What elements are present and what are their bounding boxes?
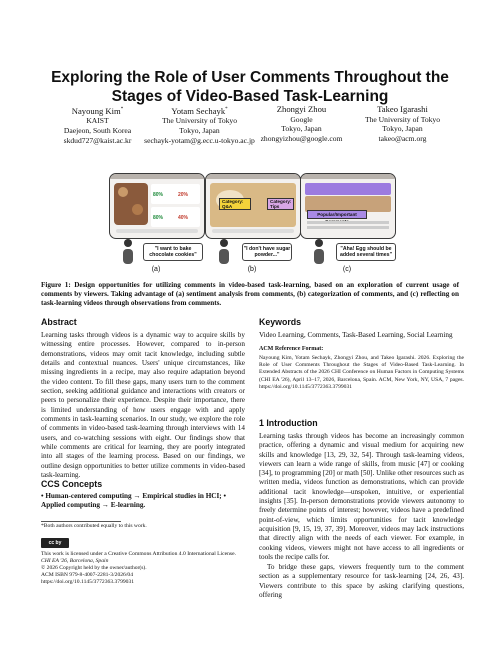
abstract-heading: Abstract [41, 317, 77, 327]
author-email[interactable]: takeo@acm.org [378, 133, 427, 143]
person-icon [312, 238, 326, 264]
doi-link[interactable]: https://doi.org/10.1145/3772363.3799031 [41, 579, 135, 585]
sentiment-tag: 80% [153, 192, 164, 198]
category-tag-qa: Category: Q&A [219, 198, 251, 210]
intro-heading: 1 Introduction [259, 418, 318, 428]
license-line: ACM ISBN 979-8-4007-2281-3/2026/04 [41, 572, 133, 578]
category-tag-tips: Category: Tips [267, 198, 294, 210]
intro-paragraph: To bridge these gaps, viewers frequently turn to the comment section as a supplementary resource for task-learning [24, 26, 43]. Viewers contribute to this space by asking clarifying questions, offering [259, 563, 464, 599]
author-block: Yotam Sechayk* The University of Tokyo Tokyo, Japan sechayk-yotam@g.ecc.u-tokyo.ac.jp [142, 105, 257, 145]
figure-panel-b [205, 173, 301, 239]
intro-paragraph: Learning tasks through videos has become an increasingly common practice, offering a dynamic and visual medium for acquiring new skills and knowledge [13, 29, 32, 54]. Through task-learning videos, viewers can learn a wide range of skills, from music [47] or cooking [34], to programming [20] or math [50]. Unlike other resources such as written media, videos function as demonstrations, which can provide additional tacit knowledge—unspoken, intuitive, or experiential insights [35]. In-person demonstrations provide viewers autonomy to freely determine points of interest; however, videos have a predefined point-of-view, which limits opportunities for tacit knowledge acquisition [9, 15, 19, 37, 39]. Moreover, videos may lack instructions that directly align with the needs of each viewer. For example, in cooking videos, viewers might not have access to all ingredients or tools the recipe calls for. [259, 432, 464, 561]
author-affiliation: Google [290, 114, 313, 124]
author-name: Zhongyi Zhou [276, 104, 327, 114]
footnote-rule [41, 521, 121, 522]
keywords-text: Video Learning, Comments, Task-Based Learning, Social Learning [259, 331, 453, 339]
reference-heading: ACM Reference Format: [259, 346, 324, 352]
abstract-text: Learning tasks through videos is a dynamic way to acquire skills by witnessing entire processes. However, compared to in-person demonstrations, videos may omit tacit knowledge, including subtle details and contextual nuances. Users' unique circumstances, like missing ingredients in a recipe, may also require adaptation beyond the video content. To fill these gaps, many users turn to the comment section, seeking additional guidance and interactions with creators or peers to personalize their experience. Despite their importance, there is limited understanding of how users engage with and apply comments in task-learning scenarios. In our study, we explore the role of comments in video-based task-learning through interviews with 14 users, and co-watching sessions with eight. Our findings show that while comments are critical for learning, they are poorly integrated into all stages of the learning process. Based on our findings, we outline design opportunities to better utilize comments in video-based task-learning. [41, 331, 245, 480]
paper-title: Exploring the Role of User Comments Throughout the Stages of Video-Based Task-Learning [51, 69, 449, 105]
author-affiliation: The University of Tokyo [161, 116, 238, 126]
license-line: © 2026 Copyright held by the owner/author(s). [41, 565, 147, 571]
person-icon [217, 238, 231, 264]
author-block [345, 105, 460, 143]
author-location: Daejeon, South Korea [63, 126, 132, 136]
quote-bubble: "I want to bake chocolate cookies" [143, 243, 203, 261]
panel-label: (b) [247, 266, 257, 273]
popular-comments-tag: Popular/Important [307, 210, 367, 219]
quote-bubble: "Aha! Egg should be added several times" [336, 243, 396, 261]
sentiment-tag: 80% [153, 215, 164, 221]
person-icon [121, 238, 135, 264]
ccs-line: Applied computing → E-learning. [41, 501, 146, 509]
cc-by-badge[interactable]: cc by [41, 538, 69, 548]
license-line: CHI EA '26, Barcelona, Spain [41, 558, 109, 564]
figure-panel-c [300, 173, 396, 239]
quote-bubble: "I don't have sugar powder..." [242, 243, 292, 261]
license-line[interactable]: This work is licensed under a Creative Commons Attribution 4.0 International License. [41, 551, 236, 557]
author-location: Tokyo, Japan [382, 124, 423, 134]
sentiment-tag: 20% [178, 192, 189, 198]
author-block [244, 105, 359, 143]
author-location: Tokyo, Japan [179, 126, 220, 136]
ccs-heading: CCS Concepts [41, 479, 103, 489]
author-affiliation: KAIST [86, 116, 109, 126]
ccs-line: • Human-centered computing → Empirical studies in HCI; • [41, 492, 226, 500]
footnote: *Both authors contributed equally to this work. [41, 523, 147, 529]
author-email[interactable]: skdud727@kaist.ac.kr [63, 135, 132, 145]
author-block: Nayoung Kim* KAIST Daejeon, South Korea skdud727@kaist.ac.kr [40, 105, 155, 145]
keywords-heading: Keywords [259, 317, 302, 327]
author-name: Nayoung Kim [71, 105, 121, 116]
author-affiliation: The University of Tokyo [364, 114, 441, 124]
figure-panel-a [109, 173, 205, 239]
author-location: Tokyo, Japan [281, 124, 322, 134]
author-email[interactable]: zhongyizhou@google.com [260, 133, 343, 143]
figure-caption: Figure 1: Design opportunities for utilizing comments in video-based task-learning, based on an exploration of current usage of comments by viewers. Taking advantage of (a) sentiment analysis from comments, (b) categorization of comments, and (c) reflecting on task-learning videos through observations from comments. [41, 281, 459, 308]
sentiment-tag: 40% [178, 215, 189, 221]
author-email[interactable]: sechayk-yotam@g.ecc.u-tokyo.ac.jp [144, 135, 255, 145]
panel-label: (a) [151, 266, 161, 273]
author-name: Takeo Igarashi [377, 104, 428, 114]
author-name: Yotam Sechayk [171, 105, 226, 116]
reference-text: Nayoung Kim, Yotam Sechayk, Zhongyi Zhou, and Takeo Igarashi. 2026. Exploring the Role of User Comments Throughout the Stages of Video-Based Task-Learning. In Extended Abstracts of the 2026 CHI Conference on Human Factors in Computing Systems (CHI EA '26), April 13–17, 2026, Barcelona, Spain. ACM, New York, NY, USA, 7 pages. https://doi.org/10.1145/3772363.3799031 [259, 355, 464, 390]
panel-label: (c) [342, 266, 352, 273]
